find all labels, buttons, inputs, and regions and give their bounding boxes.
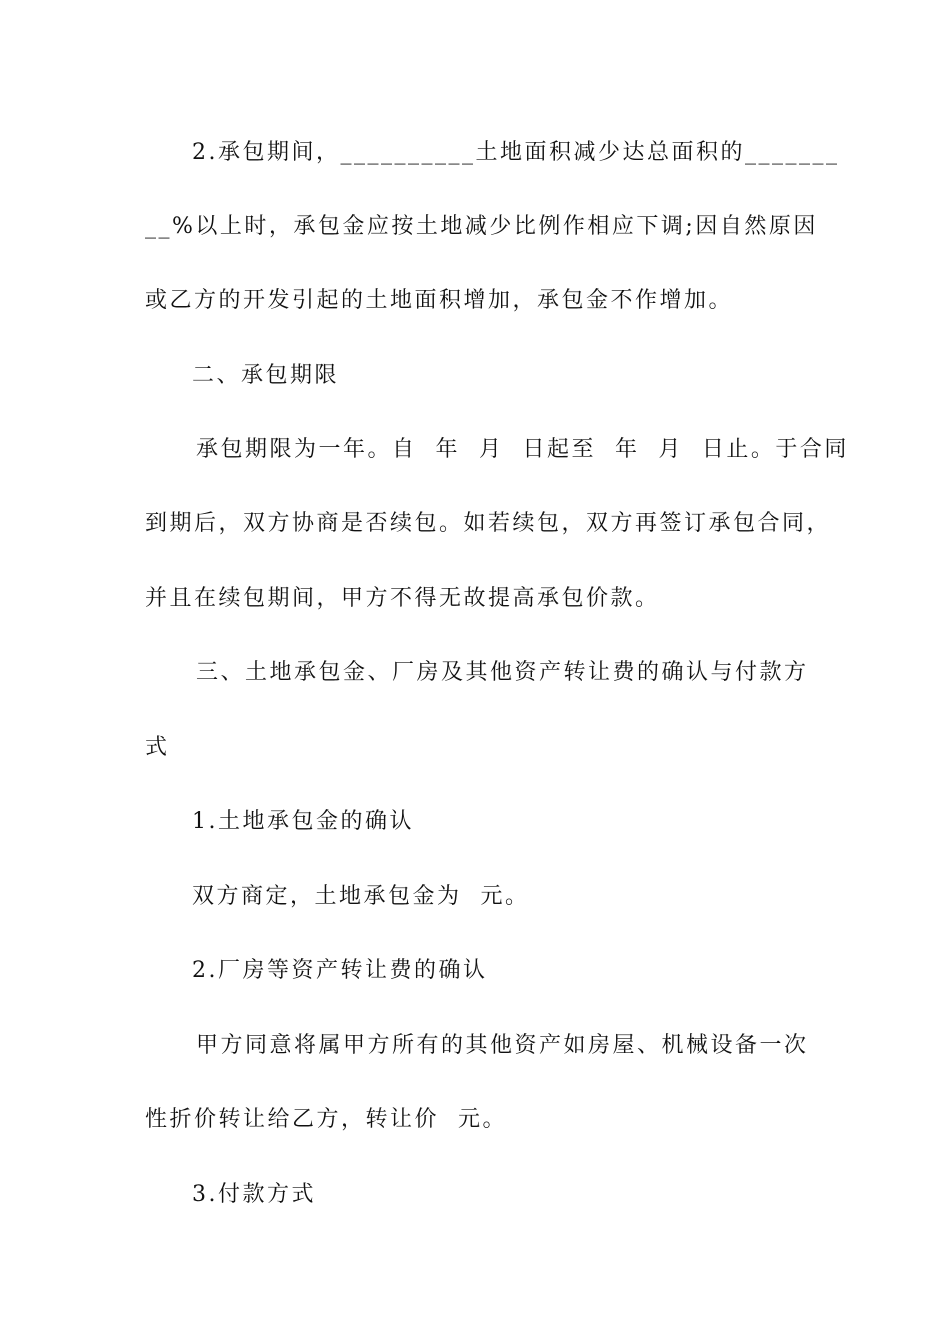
paragraph-transfer-2: 性折价转让给乙方，转让价 元。 [145, 1107, 507, 1132]
paragraph-line-2: __%以上时，承包金应按土地减少比例作相应下调;因自然原因 [145, 214, 818, 239]
paragraph-line-1: 2.承包期间，__________土地面积减少达总面积的_______ [192, 140, 840, 165]
paragraph-transfer-1: 甲方同意将属甲方所有的其他资产如房屋、机械设备一次 [196, 1033, 809, 1058]
section-heading-term: 二、承包期限 [192, 363, 340, 388]
paragraph-land-fee: 双方商定，土地承包金为 元。 [192, 884, 530, 909]
subheading-payment-method: 3.付款方式 [192, 1182, 316, 1207]
paragraph-line-7: 并且在续包期间，甲方不得无故提高承包价款。 [145, 586, 660, 611]
section-heading-fees-cont: 式 [145, 735, 170, 760]
paragraph-line-3: 或乙方的开发引起的土地面积增加，承包金不作增加。 [145, 288, 734, 313]
section-heading-fees: 三、土地承包金、厂房及其他资产转让费的确认与付款方 [196, 660, 809, 685]
subheading-land-fee: 1.土地承包金的确认 [192, 809, 414, 834]
paragraph-line-5: 承包期限为一年。自 年 月 日起至 年 月 日止。于合同 [196, 437, 849, 462]
paragraph-line-6: 到期后，双方协商是否续包。如若续包，双方再签订承包合同， [145, 511, 832, 536]
subheading-transfer-fee: 2.厂房等资产转让费的确认 [192, 958, 488, 983]
